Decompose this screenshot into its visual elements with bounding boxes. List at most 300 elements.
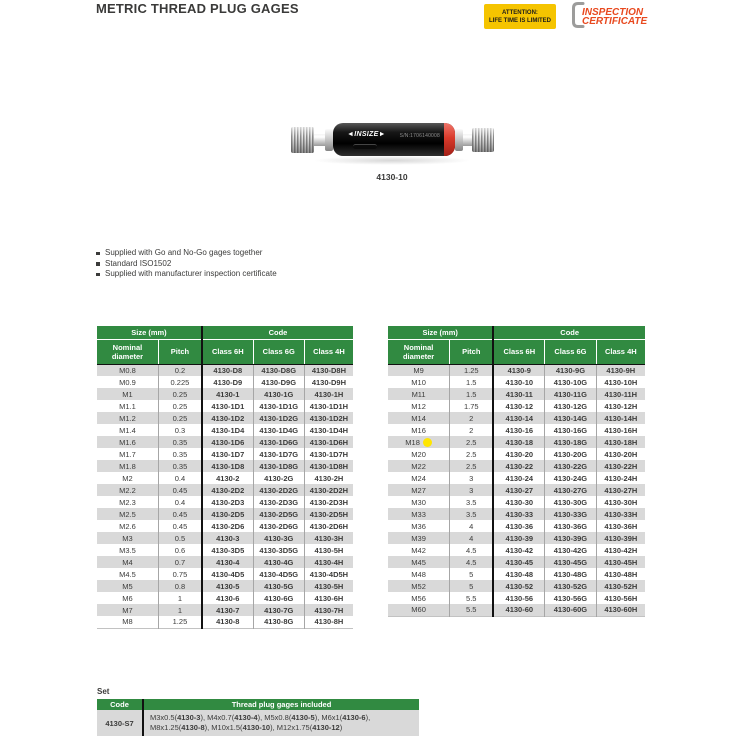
set-included-header: Thread plug gages included	[143, 699, 419, 710]
table-cell: 0.4	[158, 496, 202, 508]
table-cell: 4130-1G	[253, 388, 304, 400]
table-cell: 4130-4H	[304, 556, 353, 568]
table-cell: M2.2	[119, 485, 136, 495]
table-cell: 4130-52	[493, 580, 544, 592]
table-cell: M33	[411, 509, 426, 519]
table-cell: 4130-10G	[545, 376, 596, 388]
table-cell: 4130-20	[493, 448, 544, 460]
table-cell: 4130-1D1	[202, 400, 253, 412]
table-row	[388, 472, 645, 484]
table-cell: 0.8	[158, 580, 202, 592]
table-cell: 2	[450, 424, 494, 436]
gage-collar-left	[325, 129, 333, 151]
table-cell: 4130-12G	[545, 400, 596, 412]
table-cell: M2.6	[119, 521, 136, 531]
table-cell: 4130-16H	[596, 424, 645, 436]
table-cell: 0.75	[158, 568, 202, 580]
table-cell: 4130-7	[202, 604, 253, 616]
table-cell: M45	[411, 557, 426, 567]
table-cell: 4130-7H	[304, 604, 353, 616]
table-group-header-row	[388, 326, 645, 339]
table-cell: 4130-27G	[545, 484, 596, 496]
table-cell: 4130-1D2G	[253, 412, 304, 424]
table-group-header-row	[97, 326, 353, 339]
table-cell: 1.5	[450, 388, 494, 400]
table-cell: 4130-10	[493, 376, 544, 388]
feature-item: Supplied with Go and No-Go gages together	[96, 248, 277, 259]
table-cell: 4130-36H	[596, 520, 645, 532]
table-cell: M1	[122, 389, 133, 399]
table-row	[97, 604, 353, 616]
column-header: Class 4H	[304, 339, 353, 364]
table-cell: 0.45	[158, 484, 202, 496]
table-cell: M4	[122, 557, 133, 567]
table-row	[97, 412, 353, 424]
table-cell: 0.35	[158, 436, 202, 448]
table-cell: 4130-3H	[304, 532, 353, 544]
set-included-code: 4130-5	[291, 713, 315, 722]
table-cell: M2	[122, 473, 133, 483]
table-row	[388, 544, 645, 556]
table-cell: 4130-1D8G	[253, 460, 304, 472]
table-cell: 0.6	[158, 544, 202, 556]
table-cell: 4130-4D5G	[253, 568, 304, 580]
table-cell: 4130-27	[493, 484, 544, 496]
table-cell: 4130-22	[493, 460, 544, 472]
table-cell: M10	[411, 377, 426, 387]
feature-item: Standard ISO1502	[96, 259, 277, 270]
table-cell: M14	[411, 413, 426, 423]
table-cell: 4130-42	[493, 544, 544, 556]
table-cell: 4130-2	[202, 472, 253, 484]
go-thread-end	[291, 127, 314, 153]
table-cell: 4130-8G	[253, 616, 304, 628]
attention-badge	[484, 4, 556, 29]
table-row	[97, 460, 353, 472]
code-group-header: Code	[202, 326, 353, 339]
set-section	[97, 687, 419, 736]
table-cell: M7	[122, 605, 133, 615]
table-cell: 0.4	[158, 472, 202, 484]
table-cell: 4130-2D3H	[304, 496, 353, 508]
table-cell: M1.8	[119, 461, 136, 471]
attention-badge-line2: LIFE TIME IS LIMITED	[489, 17, 551, 24]
table-cell: 4130-2D6H	[304, 520, 353, 532]
table-cell: 4130-1D7G	[253, 448, 304, 460]
table-cell: 4130-4D5H	[304, 568, 353, 580]
table-cell: M1.4	[119, 425, 136, 435]
table-cell: 0.7	[158, 556, 202, 568]
table-cell: 4130-9G	[545, 364, 596, 376]
table-row	[97, 376, 353, 388]
table-cell: 1.25	[158, 616, 202, 628]
table-row	[97, 388, 353, 400]
set-included-code: 4130-12	[312, 723, 340, 732]
gage-handle	[333, 123, 455, 156]
table-row	[388, 532, 645, 544]
table-cell: 4130-D9G	[253, 376, 304, 388]
table-cell: 4130-9	[493, 364, 544, 376]
table-row	[97, 580, 353, 592]
table-cell: 0.3	[158, 424, 202, 436]
table-cell: M9	[413, 365, 424, 375]
highlight-dot	[423, 438, 432, 447]
table-cell: 0.25	[158, 412, 202, 424]
table-cell: 4130-D8G	[253, 364, 304, 376]
table-cell: 4130-11H	[596, 388, 645, 400]
table-cell: M1.7	[119, 449, 136, 459]
table-cell: 4130-39G	[545, 532, 596, 544]
table-row	[388, 520, 645, 532]
table-cell: M42	[411, 545, 426, 555]
set-code-header: Code	[97, 699, 143, 710]
table-cell: 4130-2H	[304, 472, 353, 484]
table-row	[97, 448, 353, 460]
table-cell: 4130-16G	[545, 424, 596, 436]
table-cell: M1.2	[119, 413, 136, 423]
table-row	[388, 604, 645, 616]
table-cell: M22	[411, 461, 426, 471]
column-header: Class 6G	[545, 339, 596, 364]
table-cell: 4130-36G	[545, 520, 596, 532]
table-cell: 4130-56G	[545, 592, 596, 604]
table-cell: 4130-5	[202, 580, 253, 592]
table-cell: 4130-56H	[596, 592, 645, 604]
table-row	[388, 460, 645, 472]
set-included-text: ), M5x0.8(	[257, 713, 292, 722]
table-cell: 4.5	[450, 556, 494, 568]
table-cell: 4130-6	[202, 592, 253, 604]
table-cell: 4130-27H	[596, 484, 645, 496]
table-cell: 1.75	[450, 400, 494, 412]
attention-badge-line1: ATTENTION:	[502, 9, 538, 16]
table-cell: 4130-2D2	[202, 484, 253, 496]
set-included-text: ), M8x1.25(	[150, 713, 371, 732]
table-cell: 4130-1H	[304, 388, 353, 400]
table-row	[97, 364, 353, 376]
table-cell: 4130-3G	[253, 532, 304, 544]
table-cell: 0.45	[158, 508, 202, 520]
table-cell: 0.2	[158, 364, 202, 376]
table-row	[97, 424, 353, 436]
table-cell: 2.5	[450, 436, 494, 448]
table-cell: 4130-42G	[545, 544, 596, 556]
table-row	[388, 484, 645, 496]
column-header: Class 6H	[202, 339, 253, 364]
code-group-header: Code	[493, 326, 645, 339]
table-cell: 4130-36	[493, 520, 544, 532]
column-header: Class 6H	[493, 339, 544, 364]
table-row	[388, 376, 645, 388]
table-cell: 4130-D8H	[304, 364, 353, 376]
table-cell: 0.25	[158, 388, 202, 400]
table-cell: 4130-D8	[202, 364, 253, 376]
table-cell: 4130-5G	[253, 580, 304, 592]
table-cell: M2.5	[119, 509, 136, 519]
set-data-row	[97, 710, 419, 736]
table-cell: M2.3	[119, 497, 136, 507]
page-title: METRIC THREAD PLUG GAGES	[96, 1, 299, 16]
table-cell: 4130-1D6H	[304, 436, 353, 448]
table-cell: 4130-60G	[545, 604, 596, 616]
table-cell: M11	[411, 389, 426, 399]
table-cell: M0.9	[119, 377, 136, 387]
table-cell: 4130-1D6	[202, 436, 253, 448]
table-cell: 4130-8	[202, 616, 253, 628]
table-cell: 2.5	[450, 460, 494, 472]
table-row	[97, 508, 353, 520]
inspection-certificate-logo	[571, 3, 647, 31]
table-cell: 4130-20G	[545, 448, 596, 460]
table-cell: M3	[122, 533, 133, 543]
table-cell: 4130-52H	[596, 580, 645, 592]
table-cell: M18	[388, 436, 450, 448]
table-cell: 4130-1D1G	[253, 400, 304, 412]
table-row	[388, 364, 645, 376]
table-cell: 4130-48H	[596, 568, 645, 580]
table-row	[97, 400, 353, 412]
table-cell: 4130-1D4H	[304, 424, 353, 436]
gage-neck-right	[463, 134, 472, 146]
table-cell: 4130-18H	[596, 436, 645, 448]
set-included-text: ), M4x0.7(	[200, 713, 235, 722]
table-row	[388, 580, 645, 592]
certificate-logo-line2: CERTIFICATE	[582, 16, 648, 27]
certificate-logo-text	[582, 8, 647, 27]
table-cell: M60	[411, 605, 426, 615]
table-row	[388, 424, 645, 436]
table-row	[97, 616, 353, 628]
table-row	[388, 592, 645, 604]
table-cell: 4130-56	[493, 592, 544, 604]
table-cell: M12	[411, 401, 426, 411]
set-included-text: ), M10x1.5(	[204, 723, 243, 732]
table-cell: 4130-48	[493, 568, 544, 580]
table-cell: 4130-1D1H	[304, 400, 353, 412]
table-cell: 4130-30	[493, 496, 544, 508]
table-cell: 4130-30H	[596, 496, 645, 508]
thread-plug-gage-image	[289, 118, 495, 188]
table-cell: M16	[411, 425, 426, 435]
table-cell: 4130-12	[493, 400, 544, 412]
table-cell: 4130-20H	[596, 448, 645, 460]
gage-model-caption: 4130-10	[376, 172, 408, 182]
table-row	[388, 436, 645, 448]
table-cell: 4130-1D8H	[304, 460, 353, 472]
nogo-red-band	[444, 123, 455, 156]
table-cell: M6	[122, 593, 133, 603]
table-cell: 4130-7G	[253, 604, 304, 616]
table-cell: 4130-60H	[596, 604, 645, 616]
set-included-code: 4130-6	[342, 713, 366, 722]
table-cell: 4130-4D5	[202, 568, 253, 580]
table-cell: 0.35	[158, 448, 202, 460]
table-row	[97, 472, 353, 484]
table-cell: 4130-33H	[596, 508, 645, 520]
certificate-logo-line1: INSPECTION	[582, 6, 644, 18]
table-cell: 4130-1D6G	[253, 436, 304, 448]
table-cell: 4130-24	[493, 472, 544, 484]
set-code-value: 4130-S7	[97, 710, 143, 736]
set-included-code: 4130-10	[242, 723, 271, 732]
table-cell: 4130-5H	[304, 580, 353, 592]
table-cell: 0.5	[158, 532, 202, 544]
table-cell: 4130-2D5H	[304, 508, 353, 520]
set-included-code: 4130-3	[177, 713, 201, 722]
table-row	[97, 556, 353, 568]
table-cell: 4130-1D7	[202, 448, 253, 460]
table-cell: 5	[450, 580, 494, 592]
serial-number: S/N:1706140008	[399, 133, 440, 139]
set-included-text: ), M6x1(	[314, 713, 343, 722]
column-header: Class 6G	[253, 339, 304, 364]
table-cell: 4130-11G	[545, 388, 596, 400]
table-cell: 4130-52G	[545, 580, 596, 592]
table-cell: M36	[411, 521, 426, 531]
table-cell: 4130-3D5	[202, 544, 253, 556]
table-cell: 4130-22H	[596, 460, 645, 472]
table-cell: 4130-14H	[596, 412, 645, 424]
table-row	[97, 532, 353, 544]
table-cell: 4130-42H	[596, 544, 645, 556]
table-row	[97, 592, 353, 604]
table-cell: 5.5	[450, 604, 494, 616]
table-cell: 4130-18G	[545, 436, 596, 448]
table-cell: 4130-1D8	[202, 460, 253, 472]
set-included-value	[143, 710, 419, 736]
table-cell: M24	[411, 473, 426, 483]
table-cell: 4130-8H	[304, 616, 353, 628]
table-cell: 4130-2D2H	[304, 484, 353, 496]
table-cell: 4130-2D2G	[253, 484, 304, 496]
table-column-header-row	[388, 339, 645, 364]
table-row	[388, 448, 645, 460]
table-row	[97, 496, 353, 508]
table-cell: 3	[450, 484, 494, 496]
gage-shadow	[313, 156, 471, 165]
table-cell: M30	[411, 497, 426, 507]
set-included-code: 4130-8	[181, 723, 205, 732]
table-cell: M8	[122, 617, 133, 627]
table-cell: 4130-1D4G	[253, 424, 304, 436]
table-cell: 5.5	[450, 592, 494, 604]
table-cell: 4130-3	[202, 532, 253, 544]
size-group-header: Size (mm)	[388, 326, 493, 339]
column-header: Nominal diameter	[388, 339, 450, 364]
table-cell: 4130-D9	[202, 376, 253, 388]
table-cell: M39	[411, 533, 426, 543]
table-row	[97, 484, 353, 496]
set-included-text: ), M12x1.75(	[270, 723, 313, 732]
table-cell: 4130-1D4	[202, 424, 253, 436]
table-cell: 4130-48G	[545, 568, 596, 580]
table-cell: 4130-14G	[545, 412, 596, 424]
table-row	[97, 568, 353, 580]
table-cell: M48	[411, 569, 426, 579]
table-column-header-row	[97, 339, 353, 364]
table-cell: 0.45	[158, 520, 202, 532]
feature-item: Supplied with manufacturer inspection certificate	[96, 269, 277, 280]
table-cell: 4130-45	[493, 556, 544, 568]
table-cell: 0.35	[158, 460, 202, 472]
set-label: Set	[97, 687, 110, 696]
table-cell: 4130-39	[493, 532, 544, 544]
table-cell: 0.25	[158, 400, 202, 412]
table-cell: 1	[158, 592, 202, 604]
set-included-code: 4130-4	[234, 713, 258, 722]
table-row	[388, 496, 645, 508]
table-cell: 4130-2D6	[202, 520, 253, 532]
table-row	[388, 568, 645, 580]
table-cell: M52	[411, 581, 426, 591]
table-cell: 4130-1D2H	[304, 412, 353, 424]
table-cell: M56	[411, 593, 426, 603]
table-cell: 4130-6G	[253, 592, 304, 604]
table-row	[97, 520, 353, 532]
table-cell: 4130-2D3	[202, 496, 253, 508]
table-cell: 3.5	[450, 496, 494, 508]
table-cell: 4130-11	[493, 388, 544, 400]
column-header: Nominal diameter	[97, 339, 158, 364]
set-included-text: M3x0.5(	[150, 713, 178, 722]
table-cell: 4	[450, 532, 494, 544]
table-cell: 4130-D9H	[304, 376, 353, 388]
column-header: Pitch	[158, 339, 202, 364]
table-cell: 4130-30G	[545, 496, 596, 508]
table-cell: M0.8	[119, 365, 136, 375]
table-cell: 4130-45H	[596, 556, 645, 568]
table-cell: 4130-4	[202, 556, 253, 568]
table-cell: 4130-45G	[545, 556, 596, 568]
table-row	[388, 400, 645, 412]
table-cell: 2	[450, 412, 494, 424]
table-cell: 5	[450, 568, 494, 580]
table-cell: 4.5	[450, 544, 494, 556]
spec-table-left	[97, 326, 353, 629]
table-cell: M5	[122, 581, 133, 591]
table-row	[388, 412, 645, 424]
table-row	[388, 508, 645, 520]
table-cell: 3.5	[450, 508, 494, 520]
gage-collar-right	[455, 129, 463, 151]
table-cell: 1	[158, 604, 202, 616]
size-group-header: Size (mm)	[97, 326, 202, 339]
table-cell: 0.225	[158, 376, 202, 388]
table-cell: 4130-22G	[545, 460, 596, 472]
table-cell: M3.5	[119, 545, 136, 555]
table-cell: 3	[450, 472, 494, 484]
table-cell: M1.6	[119, 437, 136, 447]
table-cell: 4130-5H	[304, 544, 353, 556]
brand-logo: ◄INSIZE►	[347, 131, 386, 138]
table-cell: 4130-12H	[596, 400, 645, 412]
table-cell: 4130-60	[493, 604, 544, 616]
features-list	[96, 248, 277, 280]
table-row	[97, 436, 353, 448]
table-cell: 4130-39H	[596, 532, 645, 544]
table-row	[388, 556, 645, 568]
table-cell: 4	[450, 520, 494, 532]
handle-slot	[353, 144, 377, 149]
table-cell: 4130-6H	[304, 592, 353, 604]
table-cell: M1.1	[119, 401, 136, 411]
table-cell: 4130-2D3G	[253, 496, 304, 508]
table-cell: M27	[411, 485, 426, 495]
table-cell: 4130-1	[202, 388, 253, 400]
table-cell: 4130-2D5G	[253, 508, 304, 520]
table-cell: 4130-3D5G	[253, 544, 304, 556]
table-cell: 4130-4G	[253, 556, 304, 568]
